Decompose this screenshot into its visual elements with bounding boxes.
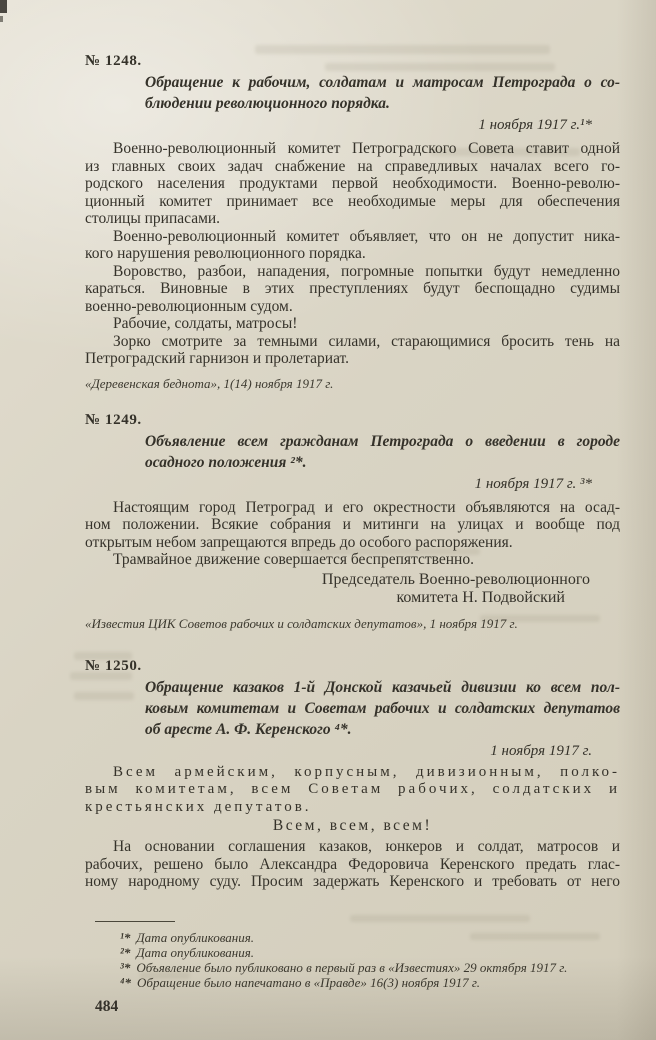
page-number: 484 <box>95 998 119 1016</box>
footnote <box>120 960 620 975</box>
text-column <box>85 52 620 1016</box>
footnotes-block <box>120 930 620 991</box>
footnote-marker: ⁴* <box>120 975 132 991</box>
document-date: 1 ноября 1917 г.¹* <box>478 117 592 133</box>
footnote <box>120 945 620 960</box>
document-body <box>85 499 620 569</box>
address-block: Всем армейским, корпусным, дивизионным, полко- вым комитетам, всем Советам рабочих, солдатских и крестьянских депутатов. <box>85 763 620 815</box>
document-body <box>85 140 620 368</box>
document-entry-1249 <box>85 411 620 631</box>
document-entry-1250 <box>85 657 620 891</box>
document-number: № 1248. <box>85 53 142 69</box>
source-citation: «Известия ЦИК Советов рабочих и солдатских депутатов», 1 ноября 1917 г. <box>85 615 518 631</box>
signature-block <box>85 571 620 608</box>
document-date: 1 ноября 1917 г. <box>490 742 592 759</box>
signature-name: комитета Н. Подвойский <box>396 589 565 606</box>
document-title: Обращение казаков 1-й Донской казачьей дивизии ко всем пол- ковым комитетам и Советам рабочих и солдатских депутатов об аресте А. Ф. Керенского ⁴*. <box>145 678 620 738</box>
ink-corner-mark <box>0 0 7 13</box>
source-citation: «Деревенская беднота», 1(14) ноября 1917 г. <box>85 375 334 391</box>
salutation-line: Всем, всем, всем! <box>272 817 433 834</box>
document-body <box>85 838 620 891</box>
document-entry-1248 <box>85 52 620 391</box>
paragraph: Рабочие, солдаты, матросы! <box>113 315 298 332</box>
footnote-text: Обращение было напечатано в «Правде» 16(3) ноября 1917 г. <box>137 975 480 991</box>
document-title: Обращение к рабочим, солдатам и матросам Петрограда о со- блюдении революционного порядка. <box>145 74 620 112</box>
footnote-separator <box>95 921 175 922</box>
document-date: 1 ноября 1917 г. ³* <box>474 475 592 492</box>
footnote-marker: ¹* <box>120 929 131 945</box>
paragraph: Воровство, разбои, нападения, погромные попытки будут немедленно караться. Виновные в этих преступлениях будут беспощадно судимы военно-революционным судом. <box>85 262 620 315</box>
footnote-marker: ³* <box>120 959 131 975</box>
signature-title: Председатель Военно-революционного <box>321 570 590 588</box>
document-number: № 1250. <box>85 657 142 674</box>
footnote-text: Дата опубликования. <box>136 929 255 945</box>
paragraph: Зорко смотрите за темными силами, старающимися бросить тень на Петроградский гарнизон и пролетариат. <box>85 332 620 367</box>
paragraph: Военно-революционный комитет Петроградского Совета ставит одной из главных своих задач снабжение на справедливых началах всего го- родского населения продуктами первой необходимости. Военно-револю- ционный комитет принимает все необходимые меры для обеспечения столицы припасами. <box>85 140 620 227</box>
ink-corner-mark-small <box>0 16 3 22</box>
footnote-text: Дата опубликования. <box>136 944 255 960</box>
footnote <box>120 930 620 945</box>
footnote-marker: ²* <box>120 944 131 960</box>
paragraph: Трамвайное движение совершается беспрепятственно. <box>113 551 474 568</box>
paragraph: Настоящим город Петроград и его окрестности объявляются на осад- ном положении. Всякие собрания и митинги на улицах и вообще под открытым небом запрещаются впредь до особого распоряжения. <box>85 498 620 551</box>
document-number: № 1249. <box>85 411 142 428</box>
footnote <box>120 975 620 990</box>
paragraph: Военно-революционный комитет объявляет, что он не допустит ника- кого нарушения революционного порядка. <box>85 227 620 262</box>
document-title: Объявление всем гражданам Петрограда о введении в городе осадного положения ²*. <box>145 432 620 471</box>
paragraph: На основании соглашения казаков, юнкеров и солдат, матросов и рабочих, решено было Александра Федоровича Керенского предать глас- ному народному суду. Просим задержать Керенского и требовать от него <box>85 838 620 890</box>
footnote-text: Объявление было публиковано в первый раз в «Известиях» 29 октября 1917 г. <box>136 959 568 975</box>
